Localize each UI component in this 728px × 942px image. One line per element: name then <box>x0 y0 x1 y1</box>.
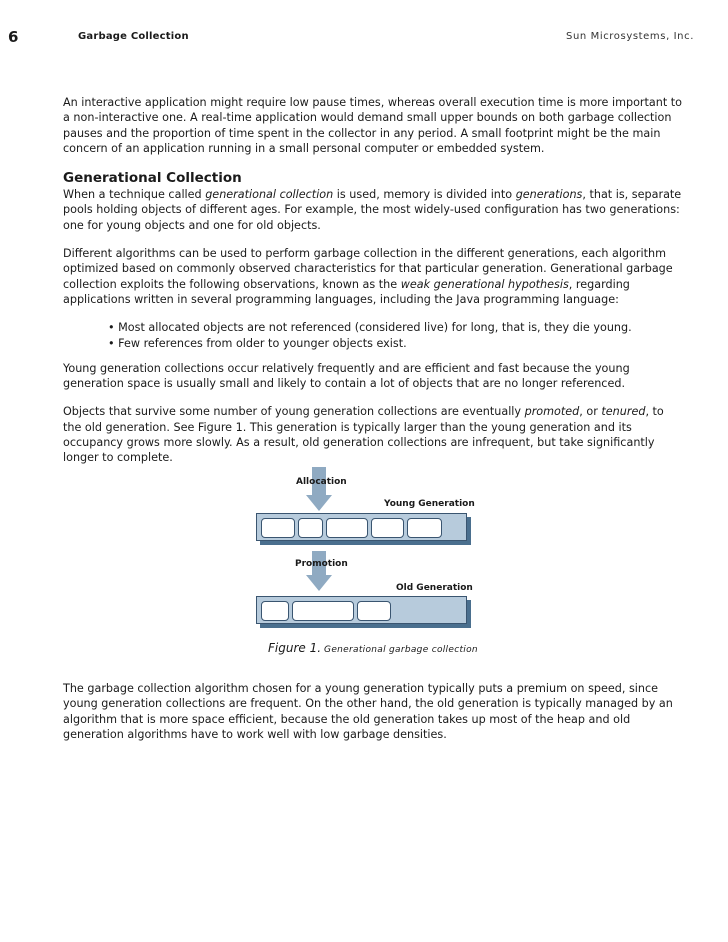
text-run: Different algorithms can be used to perform garbage collection in the different generations, each algorithm optimized based on commonly observed characteristics for that particular generation. Generational garbage collection exploits the following observations, known as the <box>63 247 673 291</box>
caption-text: Generational garbage collection <box>324 645 478 655</box>
paragraph-generations <box>63 187 683 233</box>
text-run: is used, memory is divided into <box>333 188 516 202</box>
text-run: , or <box>579 405 602 419</box>
bar-body <box>256 513 467 541</box>
company-name: Sun Microsystems, Inc. <box>566 31 694 42</box>
paragraph-young-collections: Young generation collections occur relatively frequently and are efficient and fast because the young generation space is usually small and likely to contain a lot of objects that are no longer referenced. <box>63 361 630 391</box>
object-cell <box>407 518 442 538</box>
promotion-label: Promotion <box>295 559 348 569</box>
object-cell <box>357 601 391 621</box>
list-item: • Most allocated objects are not referenced (considered live) for long, that is, they die young. <box>108 320 683 335</box>
arrow-shape <box>306 467 332 511</box>
text-run: When a technique called <box>63 188 206 202</box>
text-run: Objects that survive some number of young generation collections are eventually <box>63 405 525 419</box>
promotion-arrow-icon <box>306 551 332 591</box>
caption-label: Figure 1. <box>268 641 322 655</box>
text-run: , regarding applications written in several programming languages, including the Java programming language: <box>63 277 630 306</box>
emphasis: generational collection <box>205 188 334 202</box>
object-cell <box>326 518 368 538</box>
young-generation-bar <box>256 513 471 545</box>
arrow-shape <box>306 551 332 591</box>
allocation-arrow-icon <box>306 467 332 511</box>
young-generation-label: Young Generation <box>384 499 475 509</box>
old-generation-label: Old Generation <box>396 583 473 593</box>
intro-paragraph: An interactive application might require low pause times, whereas overall execution time is more important to a non-interactive one. A real-time application would demand small upper bounds on both garbage collection pauses and the proportion of time spent in the collector in any period. A small footprint might be the main concern of an application running in a small personal computer or embedded system. <box>63 96 683 155</box>
closing-paragraph: The garbage collection algorithm chosen for a young generation typically puts a premium on speed, since young generation collections are frequent. On the other hand, the old generation is typically managed by an algorithm that is more space efficient, because the old generation takes up most of the heap and old generation algorithms have to work well with low garbage densities. <box>63 682 673 741</box>
paragraph-promotion <box>63 404 683 465</box>
page-header <box>0 0 728 50</box>
object-cell <box>261 518 295 538</box>
main-content <box>63 95 683 479</box>
emphasis: tenured <box>601 405 646 419</box>
object-cell <box>292 601 354 621</box>
figure-generational-gc <box>0 465 728 665</box>
closing-content <box>63 681 683 742</box>
emphasis: weak generational hypothesis <box>400 277 569 291</box>
text-run: , to the old generation. See Figure 1. This generation is typically larger than the young generation and its occupancy grows more slowly. As a result, old generation collections are infrequent, but take significantly longer to complete. <box>63 405 664 465</box>
old-generation-bar <box>256 596 471 628</box>
object-cell <box>371 518 404 538</box>
emphasis: generations <box>515 188 583 202</box>
object-cell <box>298 518 323 538</box>
hypothesis-list <box>63 320 683 351</box>
paragraph-algorithms <box>63 246 683 307</box>
list-item: • Few references from older to younger objects exist. <box>108 336 683 351</box>
text-run: , that is, separate pools holding objects of different ages. For example, the most widely-used configuration has two generations: one for young objects and one for old objects. <box>63 188 682 232</box>
allocation-label: Allocation <box>296 477 347 487</box>
figure-caption <box>268 637 478 656</box>
page-number: 6 <box>8 28 19 46</box>
emphasis: promoted <box>524 405 580 419</box>
running-section-title: Garbage Collection <box>78 31 189 42</box>
section-heading: Generational Collection <box>63 170 242 187</box>
object-cell <box>261 601 289 621</box>
bar-body <box>256 596 467 624</box>
